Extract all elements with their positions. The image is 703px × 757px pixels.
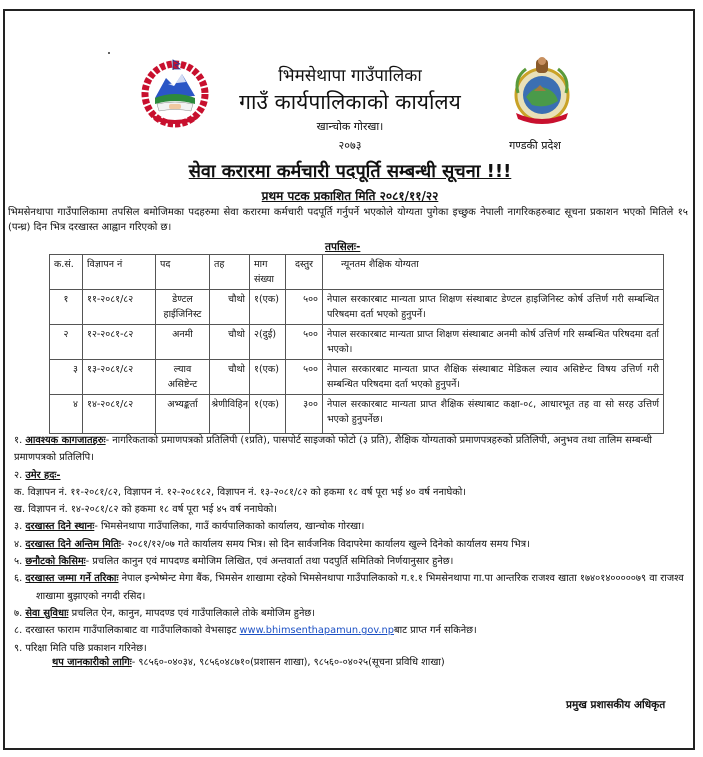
item-number: २.	[14, 469, 23, 481]
first-published-date: प्रथम पटक प्रकाशित मिति २०८१/११/२२	[261, 189, 439, 203]
cell-post: ल्याव असिष्टेन्ट	[156, 360, 210, 395]
table-row	[50, 360, 664, 395]
table-header-row	[50, 255, 664, 290]
item-text: - २०८१/१२/०७ गते कार्यालय समय भित्र। सो दिन सार्वजनिक विदापरेमा कार्यालय खुल्ने दिनेको कार्यालय समय भित्र।	[120, 538, 530, 550]
contact-info	[52, 656, 692, 670]
condition-selection-type	[14, 553, 684, 570]
details-heading: तपसिलः-	[325, 241, 361, 253]
signatory-title: प्रमुख प्रशासकीय अधिकृत	[566, 699, 666, 711]
cell-qualification: नेपाल सरकारबाट मान्यता प्राप्त शैक्षिक संस्थाबाट मेडिकल ल्याव असिष्टेन्ट विषय उत्तिर्ण गरी सम्बन्धित परिषदमा दर्ता भएको हुनुपर्ने।	[323, 360, 664, 395]
cell-demand-count: १(एक)	[250, 290, 286, 325]
item-text: ८. दरखास्त फाराम गाउँपालिकाबाट वा गाउँपालिकाको वेभसाइट	[14, 625, 240, 637]
condition-exam-date: ९. परिक्षा मिति पछि प्रकाशन गरिनेछ।	[14, 642, 147, 654]
cell-qualification: नेपाल सरकारबाट मान्यता प्राप्त शिक्षण संस्थाबाट डेण्टल हाइजिनिस्ट कोर्ष उत्तिर्ण गरी सम्बन्धित परिषदमा दर्ता भएको हुनुपर्ने।	[323, 290, 664, 325]
table-row	[50, 325, 664, 360]
item-label: दरखास्त दिने अन्तिम मितिः	[25, 538, 121, 550]
condition-payment-method	[14, 570, 684, 605]
cell-fee: ५००	[286, 290, 323, 325]
header-serial: क.सं.	[50, 255, 83, 290]
header-qualification: न्यूनतम शैक्षिक योग्यता	[323, 255, 664, 290]
table-row	[50, 290, 664, 325]
cell-level: चौथो	[210, 325, 250, 360]
item-label: आवश्यक कागजातहरुः	[25, 435, 106, 446]
province-name: गण्डकी प्रदेश	[509, 139, 561, 152]
item-number: ३.	[14, 521, 23, 533]
office-address: खान्चोक गोरखा।	[316, 120, 384, 133]
item-number: १.	[14, 435, 23, 446]
condition-submission-place	[14, 518, 684, 535]
cell-fee: ३००	[286, 395, 323, 434]
cell-advertisement-no: १२-२०८१-८२	[83, 325, 156, 360]
cell-demand-count: १(एक)	[250, 360, 286, 395]
header-demand-count: माग संख्या	[250, 255, 286, 290]
gandaki-province-logo	[506, 53, 578, 129]
item-text: - नागरिकताको प्रमाणपत्रको प्रतिलिपी (१प्रति), पासपोर्ट साइजको फोटो (३ प्रति), शैक्षिक योग्यताको प्रमाणपत्रहरुको प्रतिलिपी, अनुभव तथा तालिम सम्बन्धी प्रमाणपत्रको प्रतिलिपि।	[14, 435, 652, 464]
item-number: ५.	[14, 556, 23, 568]
cell-post: डेण्टल हाईजिनिस्ट	[156, 290, 210, 325]
condition-documents	[14, 432, 684, 467]
cell-serial: १	[50, 290, 83, 325]
cell-serial: ३	[50, 360, 83, 395]
established-year: २०७३	[338, 139, 362, 152]
cell-demand-count: १(एक)	[250, 395, 286, 434]
cell-post: अनमी	[156, 325, 210, 360]
header-post: पद	[156, 255, 210, 290]
office-name: गाउँ कार्यपालिकाको कार्यालय	[239, 90, 461, 114]
item-text: प्रचलित ऐन, कानुन, मापदण्ड एवं गाउँपालिकाले तोके बमोजिम हुनेछ।	[68, 607, 315, 619]
item-label: दरखास्त दिने स्थानः	[25, 521, 95, 533]
cell-fee: ५००	[286, 325, 323, 360]
item-label: सेवा सुविधाः	[25, 607, 69, 619]
cell-post: अभ्यङ्कर्ता	[156, 395, 210, 434]
cell-qualification: नेपाल सरकारबाट मान्यता प्राप्त शिक्षण संस्थाबाट अनमी कोर्ष उत्तिर्ण गरि सम्बन्धित परिषदमा दर्ता भएको।	[323, 325, 664, 360]
item-text: - भिमसेनथापा गाउँपालिका, गाउँ कार्यपालिकाको कार्यालय, खान्चोक गोरखा।	[94, 521, 365, 533]
age-limit-b: ख. विज्ञापन नं. १४-२०८१/८२ को हकमा १८ वर्ष पूरा भई ४५ वर्ष ननाघेको।	[14, 504, 278, 516]
header-advertisement-no: विज्ञापन नं	[83, 255, 156, 290]
cell-advertisement-no: १३-२०८१/८२	[83, 360, 156, 395]
cell-advertisement-no: १४-२०८१/८२	[83, 395, 156, 434]
table-row	[50, 395, 664, 434]
cell-demand-count: २(दुई)	[250, 325, 286, 360]
cell-level: श्रेणीविहिन	[210, 395, 250, 434]
item-label: उमेर हदः-	[25, 469, 61, 481]
item-label: छनौटको किसिमः	[25, 556, 86, 568]
cell-qualification: नेपाल सरकारबाट मान्यता प्राप्त शैक्षिक संस्थाबाट कक्षा-०८, आधारभूत तह वा सो सरह उत्तिर्ण भएको हुनुपर्नेछ।	[323, 395, 664, 434]
notice-intro: भिमसेनथापा गाउँपालिकामा तपसिल बमोजिमका पदहरुमा सेवा करारमा कर्मचारी पदपूर्ति गर्नुपर्ने भएकोले योग्यता पुगेका इच्छुक नेपाली नागरिकहरुबाट सूचना प्रकाशन भएको मितिले १५ (पन्ध्र) दिन भित्र दरखास्त आह्वान गरिएको छ।	[8, 207, 688, 233]
cell-level: चौथो	[210, 360, 250, 395]
cell-fee: ५००	[286, 360, 323, 395]
item-text: बाट प्राप्त गर्न सकिनेछ।	[393, 625, 477, 637]
age-limit-a: क. विज्ञापन नं. ११-२०८१/८२, विज्ञापन नं. १२-२०८१८२, विज्ञापन नं. १३-२०८१/८२ को हकमा १८ वर्ष पूरा भई ४० वर्ष ननाघेको।	[14, 486, 467, 498]
condition-benefits	[14, 605, 684, 622]
vacancy-table	[49, 254, 664, 434]
item-number: ७.	[14, 607, 23, 619]
header-level: तह	[210, 255, 250, 290]
cell-advertisement-no: ११-२०८१/८२	[83, 290, 156, 325]
condition-deadline	[14, 536, 684, 553]
province-emblem-icon	[506, 53, 578, 129]
website-link[interactable]: www.bhimsenthapamun.gov.np	[239, 625, 394, 637]
notice-title: सेवा करारमा कर्मचारी पदपूर्ति सम्बन्धी सूचना !!!	[188, 161, 512, 182]
header-fee: दस्तुर	[286, 255, 323, 290]
cell-level: चौथो	[210, 290, 250, 325]
notice-conditions	[14, 432, 684, 657]
municipality-name: भिमसेथापा गाउँपालिका	[278, 66, 422, 86]
item-number: ६.	[14, 573, 23, 585]
item-label: दरखास्त जम्मा गर्ने तरिकाः	[25, 573, 119, 585]
condition-application-form	[14, 622, 684, 639]
cell-serial: २	[50, 325, 83, 360]
item-text: नेपाल इन्भेष्मेन्ट मेगा बैंक, भिमसेन शाखामा रहेको भिमसेनथापा गाउँपालिकाको ग.१.१ भिमसेनथापा गा.पा आन्तरिक राजश्व खाता १७४०१४०००००७९ वा राजश्व शाखामा बुझाएको नगदी रसिद।	[36, 573, 684, 602]
item-number: ४.	[14, 538, 23, 550]
contact-label: थप जानकारीको लागिः	[52, 657, 132, 668]
speck	[108, 52, 110, 54]
cell-serial: ४	[50, 395, 83, 434]
contact-numbers: - ९८५६०-०४०३४, ९८५६०४८७१०(प्रशासन शाखा), ९८५६०-०४०२५(सूचना प्रविधि शाखा)	[131, 657, 445, 668]
item-text: - प्रचलित कानुन एवं मापदण्ड बमोजिम लिखित, एवं अन्तवार्ता तथा पदपुर्ति समितिको निर्णयानुसार हुनेछ।	[85, 556, 454, 568]
condition-age-limit	[14, 467, 684, 484]
